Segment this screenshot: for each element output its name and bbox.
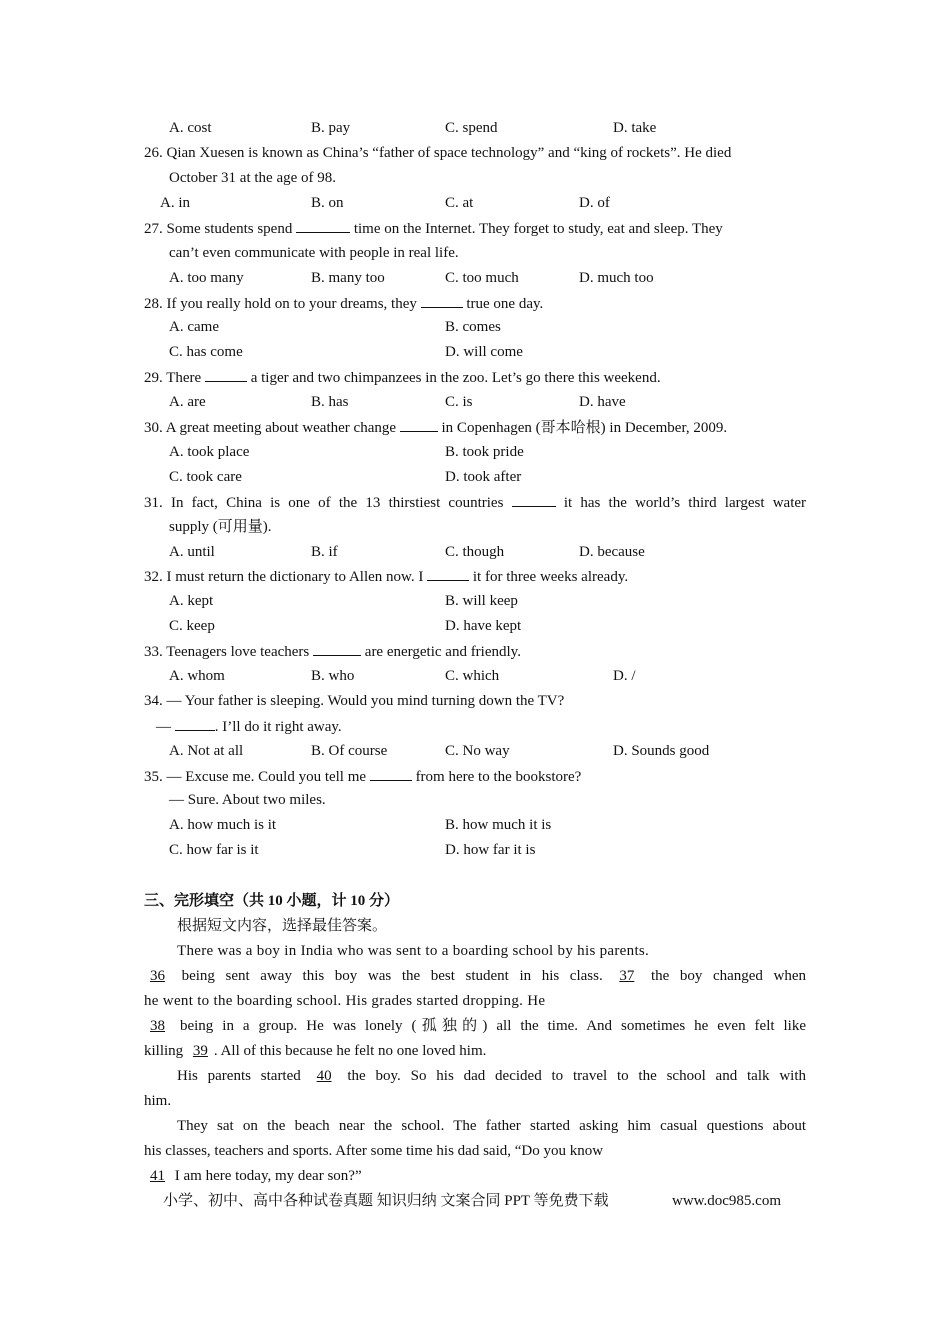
q32-option-c: C. keep — [169, 618, 215, 634]
q30-text-a: A great meeting about weather change — [165, 420, 397, 436]
q33-option-d: D. / — [613, 668, 636, 684]
q34-reply-dash: — — [156, 719, 171, 735]
cloze-blank-37: 37 — [619, 968, 635, 984]
q28-text-a: If you really hold on to your dreams, they — [166, 296, 417, 312]
q33-option-c: C. which — [445, 668, 500, 684]
q35-option-a: A. how much is it — [169, 817, 277, 833]
q29-blank — [205, 367, 247, 382]
section3-instruction: 根据短文内容，选择最佳答案。 — [177, 918, 388, 934]
q31-option-b: B. if — [311, 544, 338, 560]
q28-option-b: B. comes — [445, 319, 501, 335]
q29-option-d: D. have — [579, 394, 626, 410]
cloze-p1-line3: he went to the boarding school. His grades started dropping. He — [144, 993, 546, 1009]
q31-text-b: it has the world’s third largest water — [563, 495, 807, 511]
q28-stem — [144, 293, 543, 314]
q30-number: 30. — [144, 420, 163, 436]
q32-text-a: I must return the dictionary to Allen now. I — [166, 569, 424, 585]
q29-option-b: B. has — [311, 394, 349, 410]
cloze-p1-line2-text: being sent away this boy was the best student in his class. — [181, 968, 603, 984]
cloze-p1-line1: There was a boy in India who was sent to a boarding school by his parents. — [177, 943, 650, 959]
q33-option-b: B. who — [311, 668, 355, 684]
q29-stem — [144, 367, 661, 388]
q26-number: 26. — [144, 145, 163, 161]
q26-option-b: B. on — [311, 195, 344, 211]
q27-text-b: time on the Internet. They forget to study, eat and sleep. They — [353, 221, 723, 237]
q32-option-a: A. kept — [169, 593, 214, 609]
footer-text: 小学、初中、高中各种试卷真题 知识归纳 文案合同 PPT 等免费下载 — [163, 1193, 609, 1209]
q30-stem — [144, 417, 727, 438]
q34-option-d: D. Sounds good — [613, 743, 710, 759]
q29-text-a: There — [166, 370, 202, 386]
q32-blank — [427, 566, 469, 581]
q35-option-d: D. how far it is — [445, 842, 536, 858]
q26-stem-cont: October 31 at the age of 98. — [169, 170, 337, 186]
cloze-p1-line5-text-b: . All of this because he felt no one loved him. — [213, 1043, 487, 1059]
q33-number: 33. — [144, 644, 163, 660]
q31-stem-cont: supply (可用量). — [169, 519, 272, 535]
cloze-blank-39: 39 — [192, 1043, 208, 1059]
q29-option-c: C. is — [445, 394, 473, 410]
q26-option-c: C. at — [445, 195, 474, 211]
cloze-p2-text-b: the boy. So his dad decided to travel to the school and talk with — [347, 1068, 806, 1084]
cloze-p1-line5 — [144, 1041, 486, 1061]
q33-option-a: A. whom — [169, 668, 225, 684]
q27-text-a: Some students spend — [166, 221, 293, 237]
cloze-p1-line4-text: being in a group. He was lonely (孤独的) all the time. And sometimes he even felt like — [179, 1018, 807, 1034]
cloze-blank-40: 40 — [316, 1068, 332, 1084]
cloze-p3-line3-text: I am here today, my dear son?” — [174, 1168, 362, 1184]
cloze-p3-line1-text: They sat on the beach near the school. The father started asking him casual questions about — [177, 1118, 806, 1134]
q31-blank — [512, 492, 556, 507]
q29-text-b: a tiger and two chimpanzees in the zoo. Let’s go there this weekend. — [250, 370, 661, 386]
q34-number: 34. — [144, 693, 163, 709]
footer-url[interactable]: www.doc985.com — [672, 1193, 782, 1209]
q32-option-d: D. have kept — [445, 618, 522, 634]
q33-text-a: Teenagers love teachers — [166, 644, 310, 660]
q28-option-d: D. will come — [445, 344, 523, 360]
q30-option-c: C. took care — [169, 469, 242, 485]
q35-reply: — Sure. About two miles. — [169, 792, 326, 808]
cloze-blank-36: 36 — [150, 968, 165, 984]
q35-stem — [144, 766, 581, 787]
q25-option-d: D. take — [613, 120, 657, 136]
cloze-p3-line2: his classes, teachers and sports. After some time his dad said, “Do you know — [144, 1143, 604, 1159]
q25-option-c: C. spend — [445, 120, 498, 136]
q25-option-b: B. pay — [311, 120, 351, 136]
q34-option-a: A. Not at all — [169, 743, 244, 759]
cloze-p1-line2 — [144, 966, 806, 986]
q28-option-a: A. came — [169, 319, 219, 335]
q34-reply — [156, 716, 342, 737]
q31-option-d: D. because — [579, 544, 645, 560]
q35-text-b: from here to the bookstore? — [415, 769, 582, 785]
q26-text: Qian Xuesen is known as China’s “father of space technology” and “king of rockets”. He died — [166, 145, 732, 161]
q30-option-b: B. took pride — [445, 444, 524, 460]
cloze-p3-line3 — [144, 1166, 362, 1186]
q34-text: — Your father is sleeping. Would you mind turning down the TV? — [166, 693, 565, 709]
q27-stem-cont: can’t even communicate with people in real life. — [169, 245, 459, 261]
q35-text-a: — Excuse me. Could you tell me — [166, 769, 367, 785]
q34-option-c: C. No way — [445, 743, 510, 759]
q35-option-c: C. how far is it — [169, 842, 259, 858]
q34-stem — [144, 691, 564, 711]
q29-option-a: A. are — [169, 394, 206, 410]
q26-stem — [144, 143, 731, 163]
q27-blank — [296, 218, 350, 233]
cloze-p1-line2-tail: the boy changed when — [650, 968, 807, 984]
q27-option-a: A. too many — [169, 270, 244, 286]
q26-option-a: A. in — [160, 195, 190, 211]
cloze-blank-41: 41 — [150, 1168, 165, 1184]
q27-option-b: B. many too — [311, 270, 385, 286]
cloze-p2-line1 — [177, 1066, 806, 1086]
cloze-p1-line5-text-a: killing — [144, 1043, 184, 1059]
q26-option-d: D. of — [579, 195, 610, 211]
cloze-p3-line1 — [177, 1116, 806, 1136]
cloze-p2-text-a: His parents started — [177, 1068, 301, 1084]
q30-option-a: A. took place — [169, 444, 250, 460]
page-footer — [163, 1191, 782, 1211]
q34-blank — [175, 716, 215, 731]
q28-text-b: true one day. — [466, 296, 544, 312]
q32-number: 32. — [144, 569, 163, 585]
q32-option-b: B. will keep — [445, 593, 518, 609]
q33-stem — [144, 641, 521, 662]
q35-number: 35. — [144, 769, 163, 785]
q31-option-c: C. though — [445, 544, 505, 560]
q25-option-a: A. cost — [169, 120, 212, 136]
q27-stem — [144, 218, 723, 239]
q32-stem — [144, 566, 628, 587]
q33-blank — [313, 641, 361, 656]
q31-stem — [144, 492, 806, 513]
q30-text-b: in Copenhagen (哥本哈根) in December, 2009. — [441, 420, 728, 436]
q35-blank — [370, 766, 412, 781]
cloze-p2-line2: him. — [144, 1093, 172, 1109]
q27-option-c: C. too much — [445, 270, 519, 286]
cloze-p1-line4 — [144, 1016, 806, 1036]
q30-blank — [400, 417, 438, 432]
q31-option-a: A. until — [169, 544, 215, 560]
cloze-blank-38: 38 — [150, 1018, 165, 1034]
q31-text-a: In fact, China is one of the 13 thirstiest countries — [170, 495, 504, 511]
q30-option-d: D. took after — [445, 469, 522, 485]
q34-option-b: B. Of course — [311, 743, 388, 759]
q35-option-b: B. how much it is — [445, 817, 552, 833]
q27-number: 27. — [144, 221, 163, 237]
q27-option-d: D. much too — [579, 270, 654, 286]
q28-blank — [421, 293, 463, 308]
section3-heading: 三、完形填空（共 10 小题，计 10 分） — [144, 893, 400, 909]
q33-text-b: are energetic and friendly. — [364, 644, 521, 660]
q28-number: 28. — [144, 296, 163, 312]
q31-number: 31. — [144, 495, 163, 511]
q34-reply-text: . I’ll do it right away. — [214, 719, 342, 735]
q32-text-b: it for three weeks already. — [472, 569, 629, 585]
q29-number: 29. — [144, 370, 163, 386]
q28-option-c: C. has come — [169, 344, 243, 360]
